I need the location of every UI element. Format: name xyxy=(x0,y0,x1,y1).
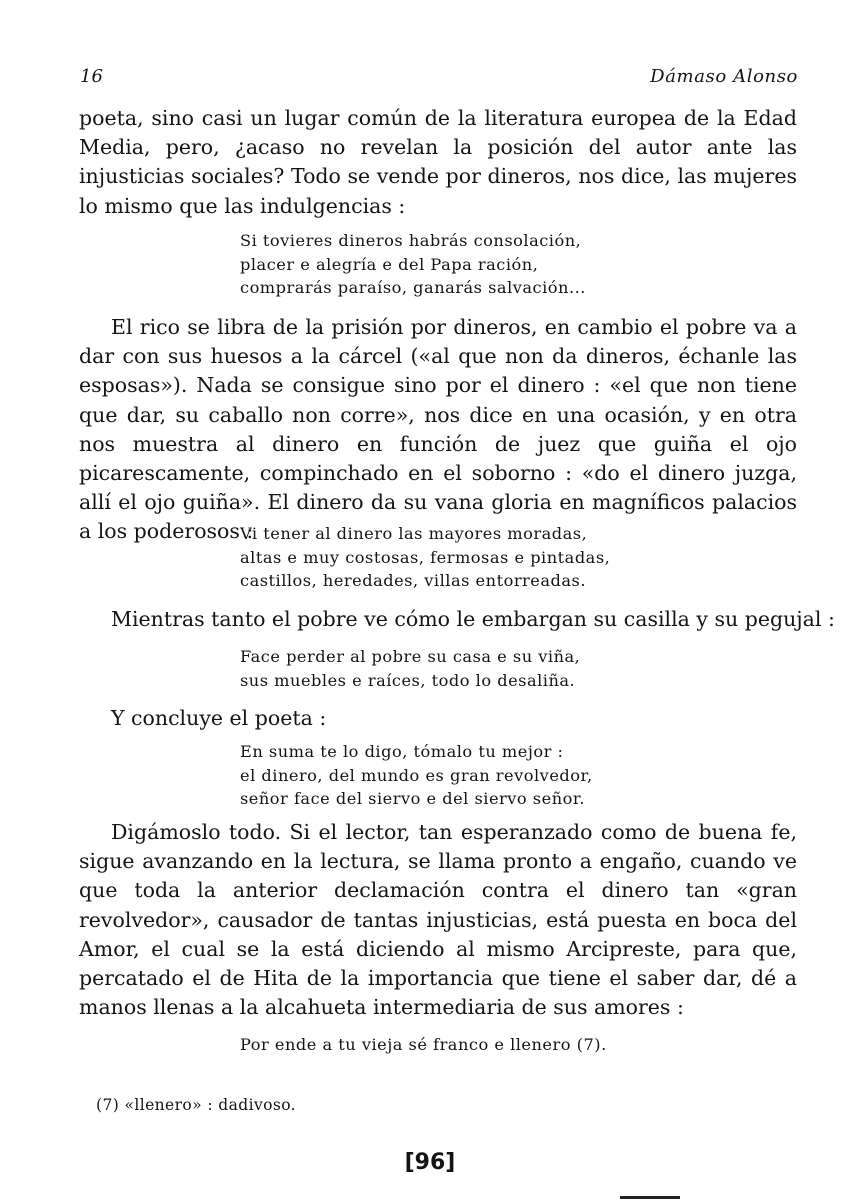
footnote: (7) «llenero» : dadivoso. xyxy=(96,1096,296,1114)
paragraph-5: Digámoslo todo. Si el lector, tan esperanzado como de buena fe, sigue avanzando en la lectura, se llama pronto a engaño, cuando ve que toda la anterior declamación contra el dinero tan «gran revolvedor», causador de tantas injusticias, está puesta en boca del Amor, el cual se la está diciendo al mismo Arcipreste, para que, percatado el de Hita de la importancia que tiene el saber dar, dé a manos llenas a la alcahueta intermediaria de sus amores : xyxy=(79,820,797,1020)
verse-line: sus muebles e raíces, todo lo desaliña. xyxy=(240,670,576,690)
verse-line: Por ende a tu vieja sé franco e llenero (7). xyxy=(240,1035,607,1054)
verse-line: altas e muy costosas, fermosas e pintadas, xyxy=(240,547,611,567)
paragraph-1: poeta, sino casi un lugar común de la literatura europea de la Edad Media, pero, ¿acaso no revelan la posición del autor ante las injusticias sociales? Todo se vende por dineros, nos dice, las mujeres lo mismo que las indulgencias : xyxy=(79,106,797,218)
verse-line: En suma te lo digo, tómalo tu mejor : xyxy=(240,742,564,761)
verse-4 xyxy=(240,740,593,811)
edge-rule xyxy=(620,1196,680,1199)
page-number: 16 xyxy=(80,66,103,87)
running-header xyxy=(80,66,798,92)
verse-5 xyxy=(240,1033,607,1057)
running-title: Dámaso Alonso xyxy=(650,66,798,87)
verse-line: comprarás paraíso, ganarás salvación... xyxy=(240,278,586,298)
verse-line: Si tovieres dineros habrás consolación, xyxy=(240,231,582,250)
paragraph-4: Y concluye el poeta : xyxy=(111,706,327,730)
verse-line: castillos, heredades, villas entorreadas. xyxy=(240,571,586,591)
paragraph-3: Mientras tanto el pobre ve cómo le embargan su casilla y su pegujal : xyxy=(111,607,835,631)
verse-line: Face perder al pobre su casa e su viña, xyxy=(240,647,581,666)
verse-line: el dinero, del mundo es gran revolvedor, xyxy=(240,765,593,785)
verse-2 xyxy=(240,522,610,593)
paragraph-2: El rico se libra de la prisión por dineros, en cambio el pobre va a dar con sus huesos a la cárcel («al que non da dineros, échanle las esposas»). Nada se consigue sino por el dinero : «el que non tiene que dar, su caballo non corre», nos dice en una ocasión, y en otra nos muestra al dinero en función de juez que guiña el ojo picarescamente, compinchado en el soborno : «do el dinero juzga, allí el ojo guiña». El dinero da su vana gloria en magníficos palacios a los poderosos : xyxy=(79,315,797,544)
verse-line: Vi tener al dinero las mayores moradas, xyxy=(240,524,588,543)
verse-line: placer e alegría e del Papa ración, xyxy=(240,254,539,274)
verse-1 xyxy=(240,229,586,300)
verse-line: señor face del siervo e del siervo señor. xyxy=(240,789,585,809)
verse-3 xyxy=(240,645,580,692)
folio-number: [96] xyxy=(404,1150,456,1175)
